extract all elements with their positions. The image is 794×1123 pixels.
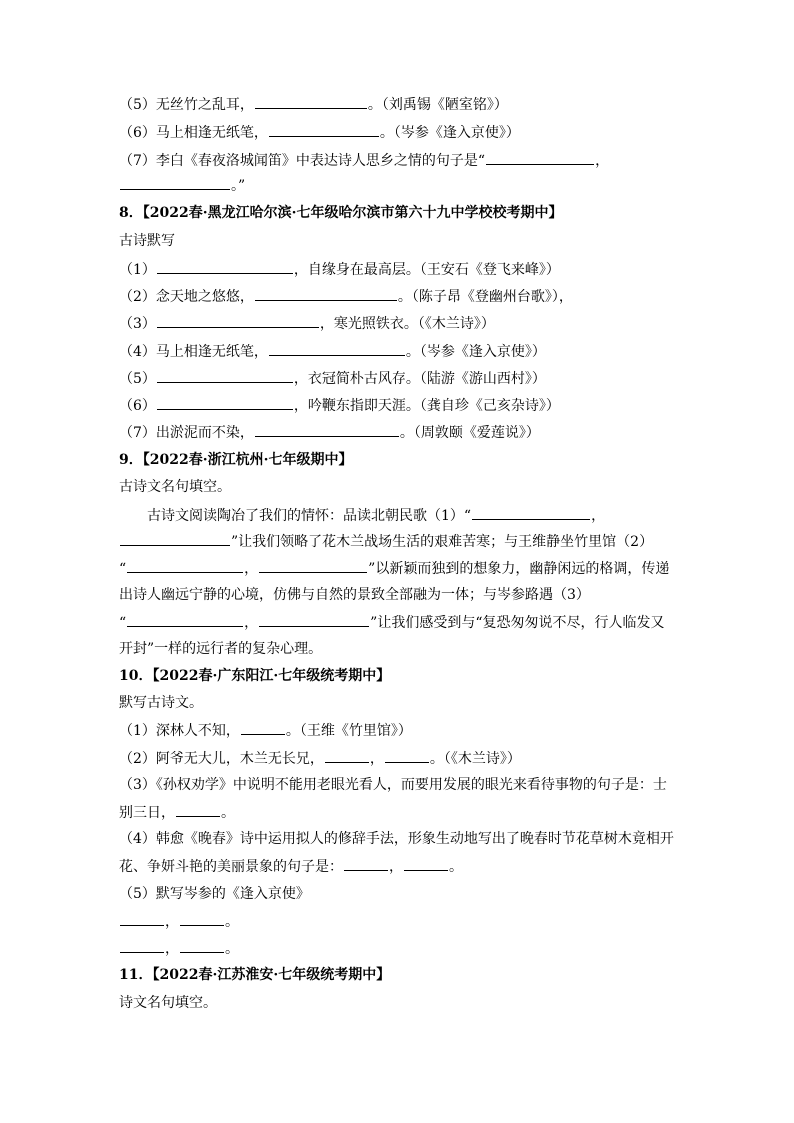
answer-blank[interactable]	[472, 507, 590, 520]
answer-blank[interactable]	[385, 750, 429, 763]
text-segment: （2）阿爷无大儿，木兰无长兄，	[119, 751, 324, 767]
question-line	[119, 177, 689, 195]
question-line	[119, 288, 689, 306]
question-line	[119, 96, 689, 114]
heading-text: 9．【2022春·浙江杭州·七年级期中】	[119, 452, 353, 468]
text-segment: 。（王维《竹里馆》）	[285, 723, 412, 739]
text-segment: 开封”一样的远行者的复杂心理。	[119, 641, 323, 657]
answer-blank[interactable]	[157, 397, 293, 410]
question-line	[119, 750, 689, 768]
text-segment: ，	[165, 941, 179, 957]
question-line	[119, 152, 689, 170]
heading-text: 10．【2022春·广东阳江·七年级统考期中】	[119, 668, 391, 684]
text-segment: ，	[244, 615, 259, 631]
paragraph-line	[119, 614, 689, 632]
paragraph-line	[119, 560, 689, 578]
answer-blank[interactable]	[157, 261, 293, 274]
answer-blank[interactable]	[241, 722, 285, 735]
question-heading	[119, 668, 689, 686]
question-line	[119, 913, 689, 931]
text-segment: 。	[221, 805, 235, 821]
text-segment: （3）	[119, 316, 156, 332]
question-line	[119, 370, 689, 388]
text-segment: （1）	[119, 262, 156, 278]
text-segment: （4）韩愈《晚春》诗中运用拟人的修辞手法，形象生动地写出了晚春时节花草树木竟相开	[119, 831, 674, 847]
answer-blank[interactable]	[325, 750, 369, 763]
question-line	[119, 722, 689, 740]
text-segment: （3）《孙权劝学》中说明不能用老眼光看人，而要用发展的眼光来看待事物的句子是：士	[119, 777, 667, 793]
text-segment: （7）李白《春夜洛城闻笛》中表达诗人思乡之情的句子是“	[119, 153, 486, 169]
answer-blank[interactable]	[120, 913, 164, 926]
question-instruction	[119, 695, 689, 713]
text-segment: （5）默写岑参的《逢入京使》	[119, 886, 310, 902]
text-segment: ，	[595, 153, 610, 169]
text-segment: 。”	[231, 178, 246, 194]
answer-blank[interactable]	[259, 560, 367, 573]
question-line	[119, 124, 689, 142]
text-segment: （6）马上相逢无纸笔，	[119, 125, 268, 141]
answer-blank[interactable]	[486, 152, 594, 165]
answer-blank[interactable]	[404, 858, 448, 871]
paragraph-line	[119, 641, 689, 659]
answer-blank[interactable]	[157, 315, 319, 328]
text-segment: 古诗文阅读陶冶了我们的情怀：品读北朝民歌（1）“	[147, 508, 472, 524]
text-segment: ”以新颖而独到的想象力，幽静闲远的格调，传递	[368, 561, 670, 577]
text-segment: ，自缘身在最高层。（王安石《登飞来峰》）	[293, 262, 560, 278]
question-line	[119, 804, 689, 822]
question-instruction	[119, 233, 689, 251]
text-segment: ，	[369, 751, 384, 767]
text-segment: 。	[225, 941, 239, 957]
text-segment: 。（陈子昂《登幽州台歌》），	[397, 289, 573, 305]
question-heading	[119, 205, 689, 223]
question-line	[119, 940, 689, 958]
heading-text: 11．【2022春·江苏淮安·七年级统考期中】	[119, 967, 391, 983]
text-segment: 。（岑参《逢入京使》）	[405, 344, 546, 360]
answer-blank[interactable]	[255, 424, 399, 437]
text-segment: ，寒光照铁衣。（《木兰诗》）	[319, 316, 495, 332]
text-segment: “	[119, 561, 127, 577]
question-line	[119, 831, 689, 849]
text-segment: 默写古诗文。	[119, 695, 203, 711]
text-segment: 别三日，	[119, 805, 175, 821]
text-segment: 花、争妍斗艳的美丽景象的句子是：	[119, 859, 343, 875]
text-segment: ，衣冠简朴古风存。（陆游《游山西村》）	[293, 371, 546, 387]
question-line	[119, 315, 689, 333]
answer-blank[interactable]	[127, 614, 243, 627]
text-segment: 。（刘禹锡《陋室铭》）	[367, 97, 508, 113]
text-segment: ，吟鞭东指即天涯。（龚自珍《己亥杂诗》）	[293, 398, 560, 414]
text-segment: “	[119, 615, 127, 631]
paragraph-line	[119, 533, 689, 551]
text-segment: 出诗人幽远宁静的心境，仿佛与自然的景致全部融为一体；与岑参路遇（3）	[119, 587, 590, 603]
answer-blank[interactable]	[255, 96, 367, 109]
question-line	[119, 261, 689, 279]
text-segment: ，	[244, 561, 259, 577]
answer-blank[interactable]	[255, 288, 397, 301]
answer-blank[interactable]	[180, 940, 224, 953]
question-heading	[119, 452, 689, 470]
text-segment: （5）	[119, 371, 156, 387]
question-line	[119, 886, 689, 904]
text-segment: 古诗文名句填空。	[119, 479, 231, 495]
text-segment: ，	[591, 508, 606, 524]
text-segment: 。	[449, 859, 463, 875]
answer-blank[interactable]	[344, 858, 388, 871]
text-segment: 。（周敦颐《爱莲说》）	[399, 425, 540, 441]
answer-blank[interactable]	[259, 614, 369, 627]
answer-blank[interactable]	[120, 177, 230, 190]
question-instruction	[119, 479, 689, 497]
answer-blank[interactable]	[120, 533, 230, 546]
text-segment: 诗文名句填空。	[119, 995, 217, 1011]
answer-blank[interactable]	[180, 913, 224, 926]
answer-blank[interactable]	[157, 370, 293, 383]
text-segment: （1）深林人不知，	[119, 723, 240, 739]
question-line	[119, 343, 689, 361]
answer-blank[interactable]	[176, 804, 220, 817]
text-segment: 。（《木兰诗》）	[429, 751, 521, 767]
question-heading	[119, 967, 689, 985]
text-segment: 。（岑参《逢入京使》）	[379, 125, 520, 141]
text-segment: 古诗默写	[119, 233, 175, 249]
text-segment: ，	[389, 859, 403, 875]
text-segment: （4）马上相逢无纸笔，	[119, 344, 268, 360]
question-line	[119, 397, 689, 415]
answer-blank[interactable]	[269, 343, 405, 356]
text-segment: ”让我们感受到与“复恐匆匆说不尽，行人临发又	[370, 615, 665, 631]
text-segment: （6）	[119, 398, 156, 414]
answer-blank[interactable]	[269, 124, 379, 137]
text-segment: 。	[225, 914, 239, 930]
text-segment: ，	[165, 914, 179, 930]
question-line	[119, 777, 689, 795]
text-segment: （7）出淤泥而不染，	[119, 425, 254, 441]
text-segment: ”让我们领略了花木兰战场生活的艰难苦寒；与王维静坐竹里馆（2）	[231, 534, 654, 550]
text-segment: （2）念天地之悠悠，	[119, 289, 254, 305]
question-line	[119, 858, 689, 876]
answer-blank[interactable]	[120, 940, 164, 953]
question-line	[119, 424, 689, 442]
text-segment: （5）无丝竹之乱耳，	[119, 97, 254, 113]
paragraph-line	[119, 587, 689, 605]
heading-text: 8．【2022春·黑龙江哈尔滨·七年级哈尔滨市第六十九中学校校考期中】	[119, 205, 563, 221]
paragraph-line	[147, 507, 691, 525]
answer-blank[interactable]	[127, 560, 243, 573]
question-instruction	[119, 995, 689, 1013]
